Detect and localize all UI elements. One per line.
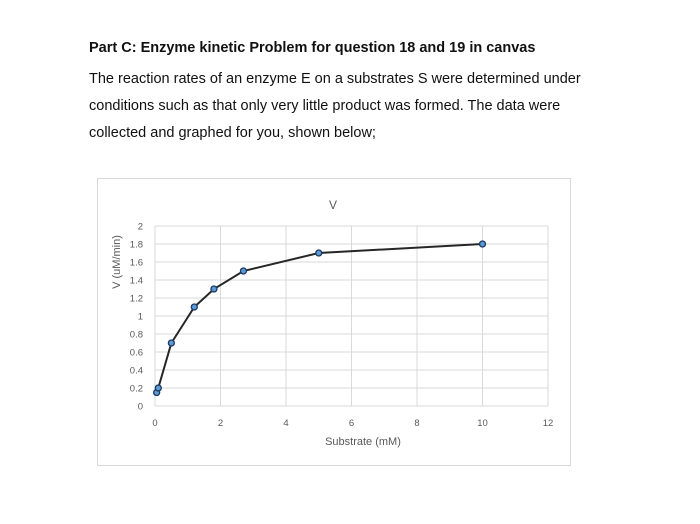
x-tick-label: 8 bbox=[414, 418, 420, 429]
y-tick-label: 1.4 bbox=[129, 275, 143, 287]
x-tick-label: 4 bbox=[283, 418, 289, 429]
y-tick-label: 0.6 bbox=[129, 347, 143, 359]
x-tick-label: 0 bbox=[152, 418, 158, 429]
chart-gridlines bbox=[155, 226, 548, 406]
data-point bbox=[480, 241, 486, 247]
data-point bbox=[168, 340, 174, 346]
data-point bbox=[191, 304, 197, 310]
y-tick-label: 0.8 bbox=[129, 329, 143, 341]
y-tick-label: 2 bbox=[137, 221, 143, 233]
data-point bbox=[211, 286, 217, 292]
x-tick-label: 2 bbox=[217, 418, 224, 429]
y-tick-label: 1 bbox=[137, 311, 143, 323]
description-line-3: collected and graphed for you, shown below; bbox=[89, 125, 376, 141]
x-tick-label: 6 bbox=[348, 418, 355, 429]
problem-heading: Part C: Enzyme kinetic Problem for question 18 and 19 in canvas bbox=[89, 40, 536, 56]
x-tick-label: 12 bbox=[542, 418, 554, 429]
description-line-2: conditions such as that only very little product was formed. The data were bbox=[89, 98, 561, 114]
data-point bbox=[155, 385, 161, 391]
data-point bbox=[240, 268, 246, 274]
x-tick-label: 10 bbox=[477, 418, 488, 429]
description-line-1: The reaction rates of an enzyme E on a substrates S were determined under bbox=[89, 71, 581, 87]
data-point bbox=[316, 250, 322, 256]
y-tick-label: 1.6 bbox=[129, 257, 143, 269]
y-axis-label: V (uM/min) bbox=[111, 235, 123, 289]
y-tick-label: 0 bbox=[137, 401, 143, 413]
y-tick-label: 0.4 bbox=[129, 365, 143, 377]
y-tick-label: 1.8 bbox=[129, 239, 143, 251]
y-tick-label: 0.2 bbox=[129, 383, 143, 395]
chart-points bbox=[154, 241, 486, 396]
y-tick-label: 1.2 bbox=[129, 293, 143, 305]
chart-title: V bbox=[328, 198, 338, 212]
x-axis-label: Substrate (mM) bbox=[325, 436, 401, 448]
